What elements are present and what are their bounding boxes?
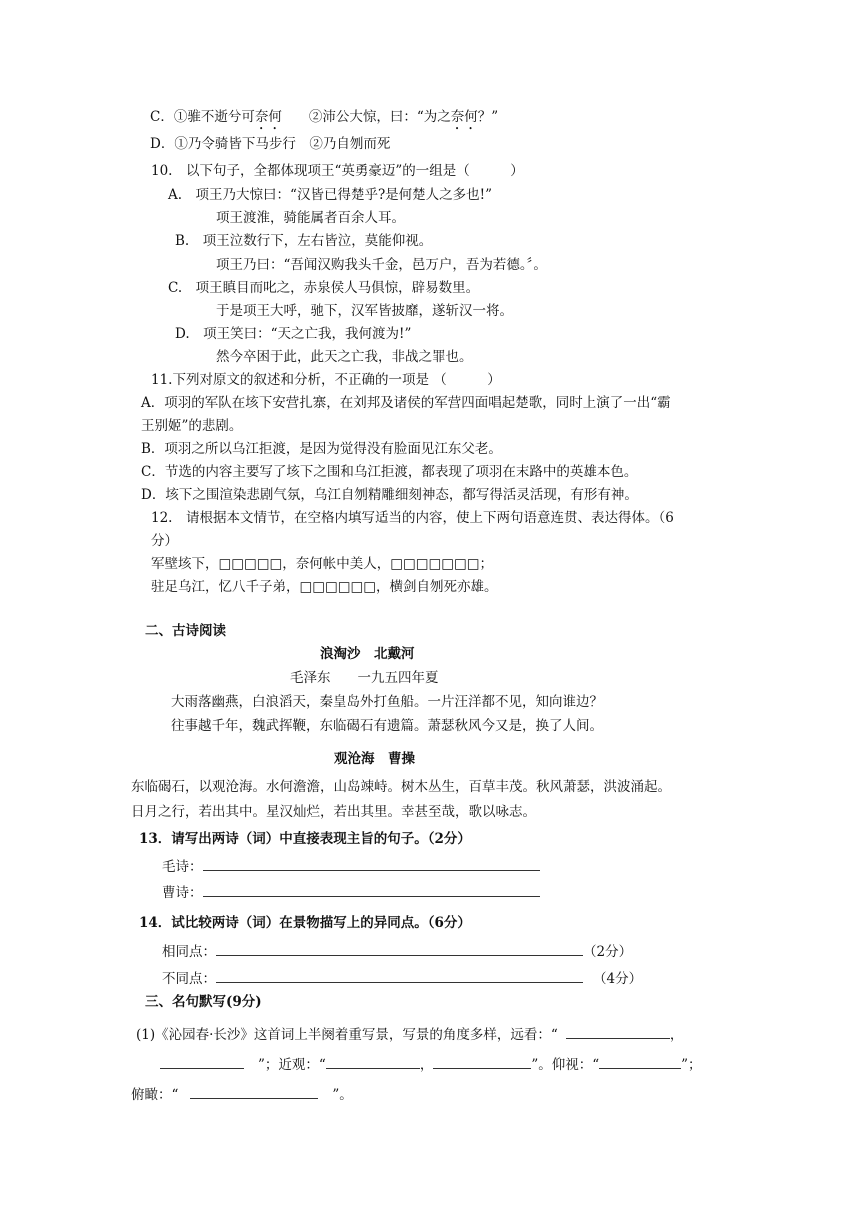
q13-cao-answer-blank[interactable]	[203, 882, 540, 897]
period: ”。	[332, 1087, 353, 1103]
q14-stem: 14．试比较两诗（词）在景物描写上的异同点。（6分）	[139, 915, 471, 931]
q12-fill-line2: 驻足乌江，忆八千子弟，□□□□□□，横剑自刎死亦雄。	[151, 579, 498, 595]
q9-option-d: D．①乃令骑皆下马步行 ②乃自刎而死	[150, 136, 391, 152]
section3-line1	[136, 1024, 683, 1044]
q14-diff-row	[162, 968, 642, 988]
blank-look-up[interactable]	[599, 1054, 681, 1069]
blank-look-down[interactable]	[190, 1084, 318, 1099]
section3-heading: 三、名句默写(9分)	[145, 994, 262, 1010]
q14-diff-score: （4分）	[593, 971, 643, 987]
q11-option-c: C．节选的内容主要写了垓下之围和乌江拒渡，都表现了项羽在末路中的英雄本色。	[141, 464, 638, 480]
blank-near-view-1[interactable]	[326, 1054, 420, 1069]
q12-stem-line1: 12. 请根据本文情节，在空格内填写适当的内容，使上下两句语意连贯、表达得体。（6	[151, 510, 674, 526]
q13-mao-row	[162, 856, 540, 876]
q13-cao-row	[162, 882, 540, 902]
blank-far-view-2[interactable]	[160, 1054, 244, 1069]
q13-stem: 13．请写出两诗（词）中直接表现主旨的句子。（2分）	[139, 831, 471, 847]
q14-same-score: （2分）	[583, 944, 633, 960]
q13-mao-answer-blank[interactable]	[203, 856, 540, 871]
q13-cao-label: 曹诗：	[162, 885, 203, 901]
blank-near-view-2[interactable]	[433, 1054, 531, 1069]
poem2-line1: 东临碣石，以观沧海。水何澹澹，山岛竦峙。树木丛生，百草丰茂。秋风萧瑟，洪波涌起。	[131, 779, 671, 795]
section3-prompt: (1)《沁园春·长沙》这首词上半阕着重写景，写景的角度多样，远看：“	[136, 1027, 558, 1043]
blank-far-view-1[interactable]	[566, 1024, 670, 1039]
q10-option-c-line2: 于是项王大呼，驰下，汉军皆披靡，遂斩汉一将。	[216, 303, 513, 319]
poem2-line2: 日月之行，若出其中。星汉灿烂，若出其里。幸甚至哉，歌以咏志。	[131, 804, 536, 820]
q10-option-b-line1: B. 项王泣数行下，左右皆泣，莫能仰视。	[175, 233, 433, 249]
poem1-title: 浪淘沙 北戴河	[320, 646, 415, 662]
q11-option-b: B．项羽之所以乌江拒渡，是因为觉得没有脸面见江东父老。	[141, 441, 502, 457]
q14-same-label: 相同点：	[162, 944, 216, 960]
semicolon: ”；	[681, 1057, 702, 1073]
q14-diff-label: 不同点：	[162, 971, 216, 987]
look-down-label: 俯瞰：“	[131, 1087, 179, 1103]
q10-option-b-line2: 项王乃曰：“吾闻汉购我头千金，邑万户，吾为若德。〞。	[216, 257, 547, 273]
poem1-line1: 大雨落幽燕，白浪滔天，秦皇岛外打鱼船。一片汪洋都不见，知向谁边？	[171, 694, 603, 710]
q10-option-a-line1: A. 项王乃大惊曰：“汉皆已得楚乎?是何楚人之多也!”	[168, 187, 493, 203]
q11-stem: 11.下列对原文的叙述和分析，不正确的一项是 （ ）	[151, 372, 501, 388]
q12-stem-line2: 分）	[151, 533, 178, 549]
q14-diff-answer-blank[interactable]	[216, 968, 583, 983]
comma: ，	[419, 1057, 434, 1073]
comma: ，	[669, 1027, 684, 1043]
q14-same-row	[162, 941, 632, 961]
q11-option-a-line2: 王别姬”的悲剧。	[141, 418, 243, 434]
q10-option-c-line1: C. 项王瞋目而叱之，赤泉侯人马俱惊，辟易数里。	[168, 280, 480, 296]
q11-option-a-line1: A．项羽的军队在垓下安营扎寨，在刘邦及诸侯的军营四面唱起楚歌，同时上演了一出“霸	[141, 395, 671, 411]
poem1-author: 毛泽东 一九五四年夏	[290, 670, 439, 686]
section3-line3	[131, 1084, 353, 1104]
section3-line2	[160, 1054, 702, 1074]
near-view-label: ”；近观：“	[258, 1057, 326, 1073]
q11-option-d: D．垓下之围渲染悲剧气氛，乌江自刎精雕细刻神态，都写得活灵活现，有形有神。	[141, 487, 638, 503]
q10-stem: 10. 以下句子，全都体现项王“英勇豪迈”的一组是（ ）	[151, 163, 524, 179]
q14-same-answer-blank[interactable]	[216, 941, 583, 956]
q10-option-d-line2: 然今卒困于此，此天之亡我，非战之罪也。	[216, 349, 473, 365]
q13-mao-label: 毛诗：	[162, 859, 203, 875]
poem1-line2: 往事越千年，魏武挥鞭，东临碣石有遗篇。萧瑟秋风今又是，换了人间。	[171, 718, 603, 734]
q10-option-d-line1: D. 项王笑曰：“天之亡我，我何渡为!”	[175, 326, 412, 342]
look-up-label: ”。仰视：“	[531, 1057, 600, 1073]
q10-option-a-line2: 项王渡淮，骑能属者百余人耳。	[216, 210, 405, 226]
q9-option-c: C．①骓不逝兮可奈何 ②沛公大惊，曰：“为之奈何？”	[150, 109, 499, 125]
poem2-title: 观沧海 曹操	[334, 751, 415, 767]
section2-heading: 二、古诗阅读	[145, 623, 226, 639]
q12-fill-line1: 军壁垓下，□□□□□，奈何帐中美人，□□□□□□□；	[151, 556, 494, 572]
